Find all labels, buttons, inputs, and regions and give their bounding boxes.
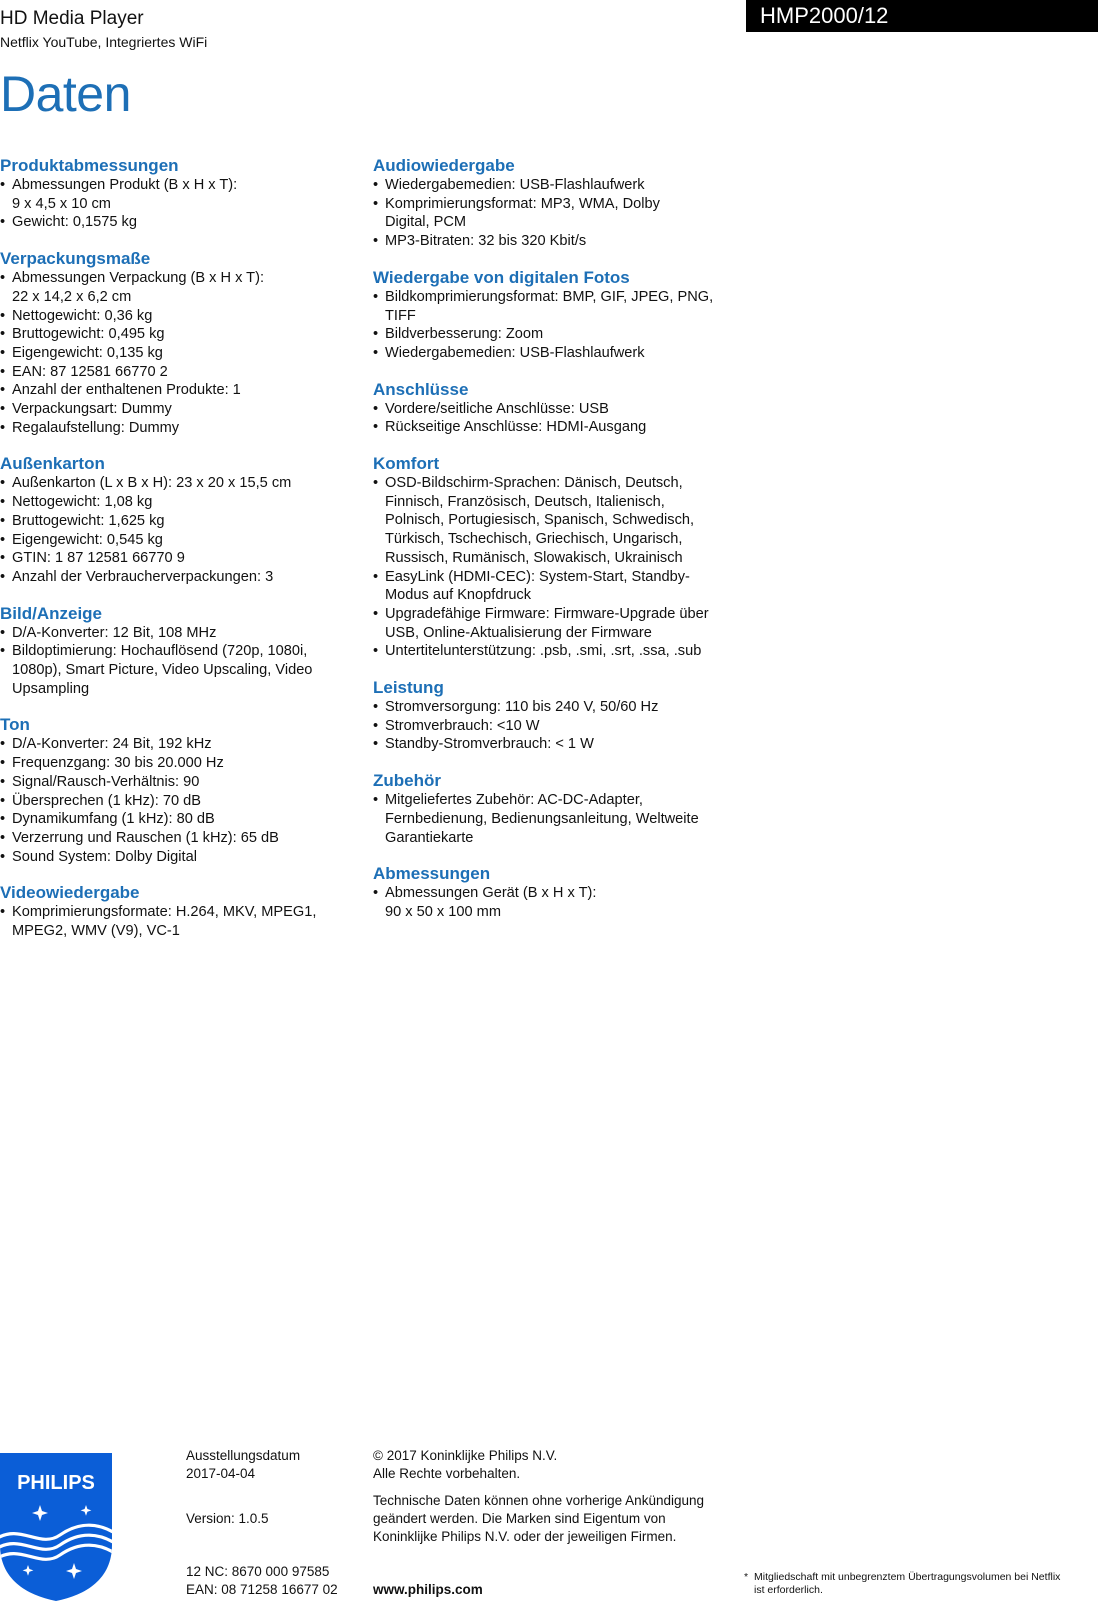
spec-line: • Anzahl der enthaltenen Produkte: 1 [12,382,241,399]
section-title: Abmessungen [373,864,491,884]
spec-line: • Frequenzgang: 30 bis 20.000 Hz [12,755,224,772]
issue-date-block [186,1447,300,1483]
spec-line: • Eigengewicht: 0,135 kg [12,344,163,361]
spec-list [373,698,733,754]
spec-item [0,344,345,363]
section-title: Anschlüsse [373,379,469,399]
spec-line: • D/A-Konverter: 24 Bit, 192 kHz [12,736,212,753]
footnote-line: ist erforderlich. [754,1584,823,1596]
section-title: Zubehör [373,771,441,791]
spec-line: • Nettogewicht: 0,36 kg [12,307,153,324]
spec-section [373,678,733,754]
spec-line: • Komprimierungsformat: MP3, WMA, Dolby [385,195,660,212]
issue-date: 2017-04-04 [186,1466,256,1481]
spec-item [0,642,345,698]
disclaimer-line: Koninklijke Philips N.V. oder der jeweiligen Firmen. [373,1529,677,1544]
spec-list [373,400,733,437]
spec-section [0,604,345,699]
footnote-marker: * [744,1571,749,1583]
spec-item [0,568,345,587]
rights: Alle Rechte vorbehalten. [373,1466,521,1481]
product-title: HD Media Player [0,8,144,29]
spec-item [0,549,345,568]
philips-wordmark: PHILIPS [17,1472,95,1494]
spec-item [373,568,733,605]
spec-line: • Upgradefähige Firmware: Firmware-Upgrade über [385,605,709,622]
spec-line: Garantiekarte [385,829,474,846]
spec-line: • Sound System: Dolby Digital [12,848,197,865]
footnote-text [754,1571,1094,1597]
spec-item [373,344,733,363]
spec-line: USB, Online-Aktualisierung der Firmware [385,624,652,641]
ean-number: EAN: 08 71258 16677 02 [186,1582,338,1597]
spec-line: 1080p), Smart Picture, Video Upscaling, Video [12,662,313,679]
copyright-block [373,1447,557,1483]
spec-line: • Wiedergabemedien: USB-Flashlaufwerk [385,177,645,193]
spec-line: MPEG2, WMV (V9), VC-1 [12,923,180,940]
spec-item [373,418,733,437]
spec-item [0,829,345,848]
spec-line: • Eigengewicht: 0,545 kg [12,531,163,548]
disclaimer-line: geändert werden. Die Marken sind Eigentum von [373,1511,666,1526]
spec-item [0,419,345,438]
spec-item [0,176,345,213]
spec-line: • Signal/Rausch-Verhältnis: 90 [12,773,200,790]
spec-line: • Abmessungen Gerät (B x H x T): [385,885,597,902]
spec-section [373,380,733,437]
spec-item [0,531,345,550]
spec-item [0,792,345,811]
page-title: Daten [0,66,131,122]
spec-list [0,176,345,232]
disclaimer-line: Technische Daten können ohne vorherige Ankündigung [373,1493,704,1508]
section-title: Außenkarton [0,454,105,474]
spec-item [0,624,345,643]
section-title: Produktabmessungen [0,156,179,175]
spec-line: • Außenkarton (L x B x H): 23 x 20 x 15,5 cm [12,475,292,492]
website-link[interactable]: www.philips.com [373,1582,483,1597]
nc-number: 12 NC: 8670 000 97585 [186,1564,330,1579]
spec-line: • Regalaufstellung: Dummy [12,419,180,436]
spec-item [0,810,345,829]
spec-line: • MP3-Bitraten: 32 bis 320 Kbit/s [385,233,587,250]
spec-line: • Rückseitige Anschlüsse: HDMI-Ausgang [385,419,647,436]
spec-item [0,325,345,344]
spec-item [0,381,345,400]
spec-list [373,791,733,847]
spec-line: • Komprimierungsformate: H.264, MKV, MPEG1, [12,904,317,921]
spec-item [0,735,345,754]
spec-item [373,400,733,419]
section-title: Audiowiedergabe [373,156,515,175]
spec-item [0,512,345,531]
spec-line: 9 x 4,5 x 10 cm [12,195,111,212]
spec-item [373,176,733,195]
spec-item [0,269,345,306]
spec-section [0,883,345,940]
spec-list [0,903,345,940]
spec-list [373,884,733,921]
spec-line: • Abmessungen Produkt (B x H x T): [12,177,238,193]
spec-list [0,269,345,437]
spec-line: 22 x 14,2 x 6,2 cm [12,288,132,305]
spec-item [0,400,345,419]
spec-line: Finnisch, Französisch, Deutsch, Italienisch, [385,493,665,510]
spec-section [0,249,345,437]
spec-section [0,715,345,866]
spec-line: • Anzahl der Verbraucherverpackungen: 3 [12,568,274,585]
model-badge [746,0,1098,32]
spec-section [373,268,733,363]
spec-item [373,232,733,251]
spec-item [373,474,733,568]
spec-line: • Bildverbesserung: Zoom [385,326,544,343]
spec-section [373,771,733,847]
spec-item [373,642,733,661]
spec-section [373,454,733,661]
disclaimer [373,1492,704,1546]
spec-line: Türkisch, Tschechisch, Griechisch, Ungarisch, [385,531,683,548]
spec-list [373,176,733,251]
spec-item [373,325,733,344]
spec-item [0,848,345,867]
spec-line: • Standby-Stromverbrauch: < 1 W [385,736,594,753]
product-codes [186,1563,338,1599]
issue-label: Ausstellungsdatum [186,1448,301,1463]
section-title: Leistung [373,678,444,698]
spec-line: • GTIN: 1 87 12581 66770 9 [12,550,185,567]
spec-item [373,791,733,847]
spec-item [0,363,345,382]
spec-line: • Verpackungsart: Dummy [12,401,172,418]
spec-line: • Bruttogewicht: 0,495 kg [12,326,165,343]
spec-line: • Untertitelunterstützung: .psb, .smi, .srt, .ssa, .sub [385,643,702,660]
spec-item [0,903,345,940]
spec-line: • EAN: 87 12581 66770 2 [12,363,168,380]
spec-item [373,698,733,717]
spec-list [373,474,733,661]
spec-line: • Nettogewicht: 1,08 kg [12,494,153,511]
spec-item [373,288,733,325]
spec-line: • Mitgeliefertes Zubehör: AC-DC-Adapter, [385,792,643,809]
version: Version: 1.0.5 [186,1511,269,1526]
spec-line: • OSD-Bildschirm-Sprachen: Dänisch, Deutsch, [385,475,683,492]
spec-line: Russisch, Rumänisch, Slowakisch, Ukrainisch [385,549,683,566]
spec-list [0,624,345,699]
section-title: Videowiedergabe [0,883,140,903]
spec-item [373,735,733,754]
spec-item [0,754,345,773]
spec-section [373,156,733,251]
spec-item [0,773,345,792]
spec-list [0,474,345,586]
product-subtitle: Netflix YouTube, Integriertes WiFi [0,34,208,50]
philips-shield-logo [0,1453,112,1601]
spec-line: • Dynamikumfang (1 kHz): 80 dB [12,811,215,828]
spec-item [0,213,345,232]
section-title: Ton [0,715,30,735]
spec-line: 90 x 50 x 100 mm [385,903,501,920]
spec-line: • Bildoptimierung: Hochauflösend (720p, 1080i, [12,643,308,660]
spec-line: Digital, PCM [385,214,467,231]
spec-line: • Abmessungen Verpackung (B x H x T): [12,270,264,287]
spec-line: • Stromverbrauch: <10 W [385,717,540,734]
spec-line: Fernbedienung, Bedienungsanleitung, Weltweite [385,810,699,827]
spec-list [373,288,733,363]
spec-line: • Bildkomprimierungsformat: BMP, GIF, JPEG, PNG, [385,288,714,305]
spec-item [0,474,345,493]
spec-list [0,735,345,866]
spec-item [373,717,733,736]
section-title: Bild/Anzeige [0,603,103,623]
section-title: Wiedergabe von digitalen Fotos [373,267,630,287]
section-title: Komfort [373,454,440,474]
section-title: Verpackungsmaße [0,249,151,269]
spec-line: • Stromversorgung: 110 bis 240 V, 50/60 Hz [385,699,659,716]
spec-line: Polnisch, Portugiesisch, Spanisch, Schwedisch, [385,512,695,529]
model-number: HMP2000/12 [760,3,889,28]
spec-line: • D/A-Konverter: 12 Bit, 108 MHz [12,624,217,641]
specs-column-left [0,156,345,958]
spec-item [373,195,733,232]
spec-item [373,884,733,921]
spec-line: TIFF [385,307,416,324]
spec-item [0,493,345,512]
spec-section [0,454,345,586]
spec-line: Modus auf Knopfdruck [385,587,532,604]
spec-item [0,307,345,326]
spec-item [373,605,733,642]
spec-section [0,156,345,232]
spec-line: • Wiedergabemedien: USB-Flashlaufwerk [385,344,645,361]
footnote-line: Mitgliedschaft mit unbegrenztem Übertragungsvolumen bei Netflix [754,1571,1061,1583]
spec-line: • Bruttogewicht: 1,625 kg [12,512,165,529]
spec-line: Upsampling [12,680,90,697]
copyright: © 2017 Koninklijke Philips N.V. [373,1448,558,1463]
spec-line: • Vordere/seitliche Anschlüsse: USB [385,400,609,417]
spec-line: • EasyLink (HDMI-CEC): System-Start, Standby- [385,568,690,585]
spec-line: • Übersprechen (1 kHz): 70 dB [12,792,201,809]
spec-line: • Gewicht: 0,1575 kg [12,214,137,231]
spec-section [373,864,733,921]
specs-column-right [373,156,733,939]
spec-line: • Verzerrung und Rauschen (1 kHz): 65 dB [12,829,279,846]
